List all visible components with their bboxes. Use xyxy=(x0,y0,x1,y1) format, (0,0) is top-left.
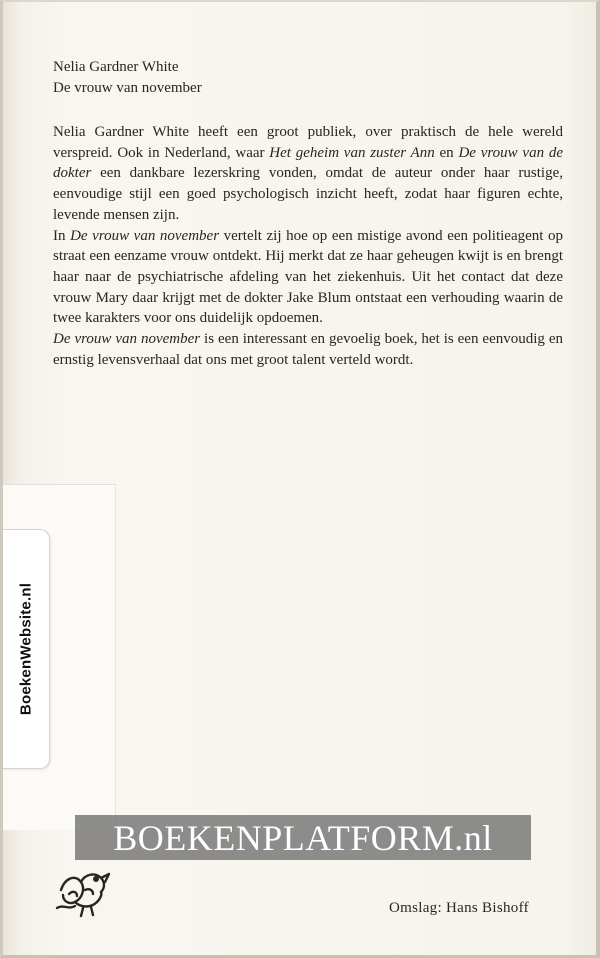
site-sticker-text: BoekenWebsite.nl xyxy=(17,582,35,716)
blurb-p1-title-1: Het geheim van zuster Ann xyxy=(269,144,435,161)
blurb xyxy=(53,122,563,370)
author-name: Nelia Gardner White xyxy=(53,59,179,75)
blurb-p2-title: De vrouw van november xyxy=(70,227,220,244)
blurb-p2-text-a: In xyxy=(53,227,71,244)
blurb-p1-text-b: en xyxy=(434,144,459,161)
cover-header xyxy=(53,57,202,99)
cover-credit: Omslag: Hans Bishoff xyxy=(389,900,529,916)
watermark-banner xyxy=(75,815,531,860)
blurb-paragraph-2 xyxy=(53,226,563,330)
blurb-p3-title: De vrouw van november xyxy=(53,331,201,348)
blurb-p1-text-c: een dankbare lezerskring vonden, omdat de auteur onder haar rustige, eenvoudige stijl een goed psychologisch inzicht heeft, zodat haar figuren echte, levende mensen zijn. xyxy=(53,165,563,223)
blurb-p1-title-2: De vrouw van de dokter xyxy=(53,144,563,182)
blurb-paragraph-3 xyxy=(53,329,563,370)
blurb-p2-text-b: vertelt zij hoe op een mistige avond een politieagent op straat een eenzame vrouw ontdekt. Hij merkt dat ze haar geheugen kwijt is en brengt haar naar de psychiatrische afdeling van het ziekenhuis. Uit het contact dat deze vrouw Mary daar krijgt met de dokter Jake Blum ontstaat een verhouding waarin de twee karakters voor ons duidelijk opdoemen. xyxy=(53,227,564,327)
bird-publisher-logo-icon xyxy=(55,864,113,920)
watermark-text: BOEKENPLATFORM.nl xyxy=(113,817,493,858)
book-title: De vrouw van november xyxy=(53,80,202,96)
blurb-p1-text-a: Nelia Gardner White heeft een groot publiek, over praktisch de hele wereld verspreid. Ook in Nederland, waar xyxy=(53,124,563,161)
blurb-p3-text-b: is een interessant en gevoelig boek, het is een eenvoudig en ernstig levensverhaal dat ons met groot talent verteld wordt. xyxy=(53,331,564,368)
blurb-paragraph-1 xyxy=(53,122,563,226)
site-sticker xyxy=(3,529,50,769)
